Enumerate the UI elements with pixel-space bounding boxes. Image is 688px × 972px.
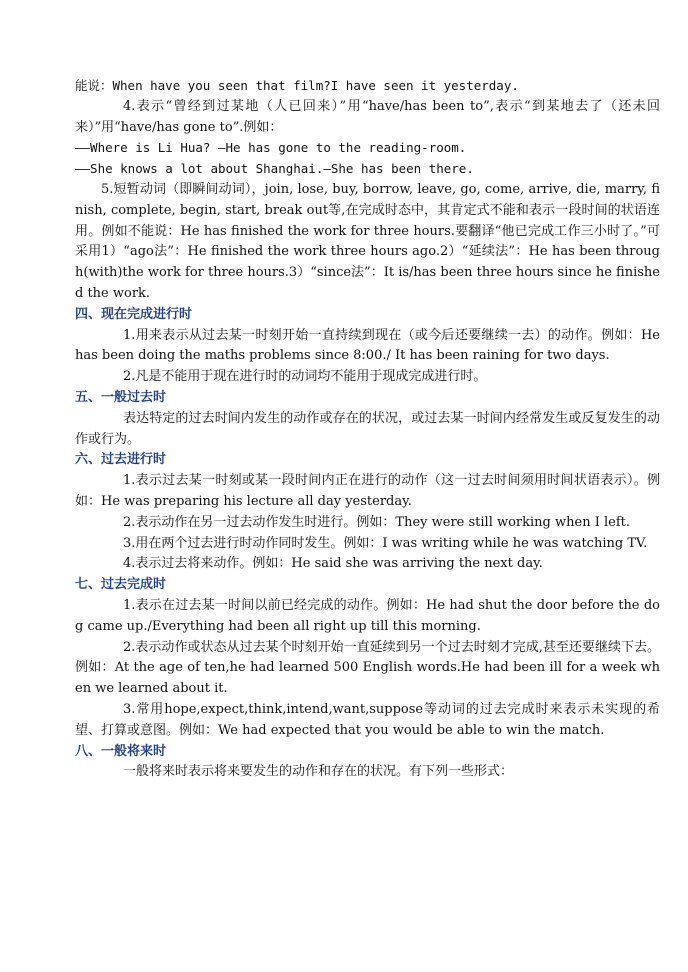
dialogue-line: ——She knows a lot about Shanghai.—She has been there. — [75, 161, 474, 177]
paragraph: 2.表示动作或状态从过去某个时刻开始一直延续到另一个过去时刻才完成,甚至还要继续下去。例如：At the age of ten,he had learned 500 English words.He had been ill for a week when we learned about it. — [75, 639, 660, 697]
paragraph: 能说：When have you seen that film?I have seen it yesterday. — [75, 78, 519, 93]
section-heading: 七、过去完成时 — [75, 577, 167, 593]
paragraph: 1.用来表示从过去某一时刻开始一直持续到现在（或今后还要继续一去）的动作。例如：He has been doing the maths problems since 8:00./ It has been raining for two days. — [75, 327, 660, 364]
paragraph: 1.表示过去某一时刻或某一段时间内正在进行的动作（这一过去时间须用时间状语表示）。例如：He was preparing his lecture all day yesterday. — [75, 473, 660, 509]
paragraph: 4.表示过去将来动作。例如：He said she was arriving the next day. — [123, 556, 543, 572]
paragraph: 一般将来时表示将来要发生的动作和存在的状况。有下列一些形式： — [123, 764, 514, 780]
section-heading: 四、现在完成进行时 — [75, 306, 193, 322]
paragraph: 3.常用hope,expect,think,intend,want,suppose等动词的过去完成时来表示未实现的希望、打算或意图。例如：We had expected that you would be able to win the match. — [75, 701, 660, 738]
section-heading: 八、一般将来时 — [75, 743, 167, 759]
dialogue-line: ——Where is Li Hua? —He has gone to the reading-room. — [75, 140, 467, 156]
paragraph: 3.用在两个过去进行时动作同时发生。例如：I was writing while he was watching TV. — [123, 535, 648, 551]
document-page — [75, 76, 660, 783]
paragraph: 表达特定的过去时间内发生的动作或存在的状况，或过去某一时间内经常发生或反复发生的动作或行为。 — [75, 410, 660, 447]
paragraph: 1.表示在过去某一时间以前已经完成的动作。例如：He had shut the door before the dog came up./Everything had been all right up till this morning. — [75, 597, 660, 634]
paragraph: 5.短暂动词（即瞬间动词），join, lose, buy, borrow, leave, go, come, arrive, die, marry, finish, complete, begin, start, break out等,在完成时态中，其肯定式不能和表示一段时间的状语连用。例如不能说：He has finished the work for three hours.要翻译“他已完成工作三小时了。”可采用1）“ago法”：He finished the work three hours ago.2）“延续法”：He has been through(with)the work for three hours.3）“since法”：It is/has been three hours since he finished the work. — [75, 181, 660, 301]
paragraph: 2.表示动作在另一过去动作发生时进行。例如：They were still working when I left. — [123, 514, 630, 530]
paragraph: 4.表示“曾经到过某地（人已回来）”用“have/has been to”,表示“到某地去了（还未回来）”用“have/has gone to”.例如： — [75, 98, 660, 135]
paragraph: 2.凡是不能用于现在进行时的动词均不能用于现成完成进行时。 — [123, 369, 487, 385]
section-heading: 五、一般过去时 — [75, 389, 167, 405]
section-heading: 六、过去进行时 — [75, 452, 167, 468]
